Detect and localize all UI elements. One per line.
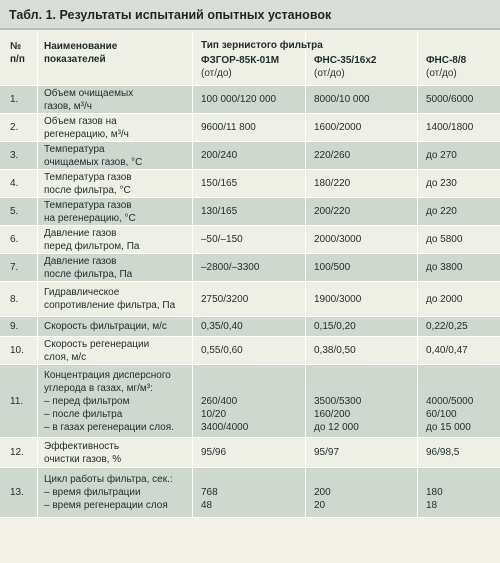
value-fzgor xyxy=(193,254,306,281)
value-fns-35 xyxy=(306,142,418,169)
value-fns-35-line: 180/220 xyxy=(314,178,351,189)
table-row xyxy=(0,337,500,365)
row-number: 7. xyxy=(0,254,38,281)
row-number: 9. xyxy=(0,317,38,336)
row-parameter-line: Давление газов xyxy=(44,227,117,239)
value-fzgor xyxy=(193,86,306,113)
header-col1-sub: (от/до) xyxy=(201,68,232,79)
row-parameter xyxy=(38,254,193,281)
value-fns-8-line: до 15 000 xyxy=(426,421,471,433)
table-row xyxy=(0,468,500,518)
value-fns-8-line: до 230 xyxy=(426,178,457,189)
value-fns-8 xyxy=(418,142,500,169)
value-fns-35-line: 100/500 xyxy=(314,262,351,273)
value-fns-8-line: до 270 xyxy=(426,150,457,161)
table-row xyxy=(0,282,500,317)
value-fns-35 xyxy=(306,198,418,225)
value-fns-8 xyxy=(418,438,500,467)
row-parameter-line: газов, м³/ч xyxy=(44,100,92,112)
value-fns-8 xyxy=(418,254,500,281)
value-fns-35-line: 0,15/0,20 xyxy=(314,321,356,332)
header-number-line1: № xyxy=(10,41,22,52)
row-parameter-line: регенерацию, м³/ч xyxy=(44,128,129,140)
row-parameter-line: сопротивление фильтра, Па xyxy=(44,300,176,311)
header-col1-name: ФЗГОР-85К-01М xyxy=(201,55,280,66)
table-title: Табл. 1. Результаты испытаний опытных установок xyxy=(0,0,500,30)
header-name xyxy=(38,32,193,85)
header-col2-name: ФНС-35/16х2 xyxy=(314,55,377,66)
row-parameter-line: Температура xyxy=(44,143,105,155)
value-fns-8 xyxy=(418,282,500,316)
value-fns-35-line: 200/220 xyxy=(314,206,351,217)
row-parameter xyxy=(38,317,193,336)
row-parameter-line: Объем газов на xyxy=(44,115,117,127)
value-fzgor-line: 48 xyxy=(201,500,213,511)
table-row xyxy=(0,170,500,198)
value-fzgor-line xyxy=(201,382,305,395)
header-col2-sub: (от/до) xyxy=(314,68,345,79)
value-fns-8 xyxy=(418,365,500,437)
value-fzgor xyxy=(193,142,306,169)
row-parameter-line: – время фильтрации xyxy=(44,487,141,498)
row-parameter-line: – время регенерации слоя xyxy=(44,500,168,511)
value-fns-35-line: до 12 000 xyxy=(314,421,359,433)
row-parameter-line: – после фильтра xyxy=(44,408,123,420)
value-fzgor xyxy=(193,317,306,336)
value-fns-35-line: 200 xyxy=(314,487,331,498)
row-number: 10. xyxy=(0,337,38,364)
header-name-line1: Наименование xyxy=(44,41,118,52)
row-parameter-line: Эффективность xyxy=(44,440,120,452)
row-parameter xyxy=(38,114,193,141)
value-fzgor-line: 0,55/0,60 xyxy=(201,345,243,356)
row-parameter-line: очистки газов, % xyxy=(44,453,122,465)
value-fzgor-line: 3400/4000 xyxy=(201,421,249,433)
row-parameter-line: – перед фильтром xyxy=(44,395,130,407)
header-name-line2: показателей xyxy=(44,54,106,65)
value-fns-35 xyxy=(306,468,418,517)
row-parameter-line: Скорость регенерации xyxy=(44,338,150,350)
value-fns-8 xyxy=(418,86,500,113)
value-fzgor-line: 200/240 xyxy=(201,150,238,161)
value-fns-35-line: 2000/3000 xyxy=(314,234,362,245)
header-col3 xyxy=(418,32,500,85)
value-fzgor xyxy=(193,438,306,467)
row-number: 4. xyxy=(0,170,38,197)
header-number xyxy=(0,32,38,85)
value-fns-8 xyxy=(418,337,500,364)
value-fns-8 xyxy=(418,468,500,517)
value-fns-8 xyxy=(418,226,500,253)
row-parameter xyxy=(38,438,193,467)
value-fns-8-line: 180 xyxy=(426,487,443,498)
value-fns-35 xyxy=(306,282,418,316)
row-parameter-line: Концентрация дисперсного xyxy=(44,369,171,381)
value-fns-35-line: 0,38/0,50 xyxy=(314,345,356,356)
value-fns-8-line: до 220 xyxy=(426,206,457,217)
value-fzgor-line: 95/96 xyxy=(201,447,227,458)
value-fzgor-line: –2800/–3300 xyxy=(201,262,260,273)
row-number: 3. xyxy=(0,142,38,169)
value-fzgor-line: 2750/3200 xyxy=(201,293,249,305)
row-parameter-line: слоя, м/с xyxy=(44,351,87,363)
value-fzgor-line xyxy=(201,369,305,382)
value-fzgor-line: 0,35/0,40 xyxy=(201,321,243,332)
table-body xyxy=(0,86,500,518)
row-parameter xyxy=(38,282,193,316)
row-number: 11. xyxy=(0,365,38,437)
value-fns-35 xyxy=(306,365,418,437)
value-fzgor-line: 768 xyxy=(201,487,218,498)
value-fzgor-line: 10/20 xyxy=(201,408,227,420)
value-fns-35-line: 220/260 xyxy=(314,150,351,161)
value-fns-35-line xyxy=(314,369,417,382)
header-col3-sub: (от/до) xyxy=(426,68,457,79)
row-parameter-line: углерода в газах, мг/м³: xyxy=(44,382,153,394)
value-fzgor xyxy=(193,365,306,437)
value-fns-8-line: 1400/1800 xyxy=(426,122,474,133)
value-fns-8-line xyxy=(426,369,500,382)
value-fns-35 xyxy=(306,254,418,281)
value-fns-8-line: 60/100 xyxy=(426,408,457,420)
value-fns-8 xyxy=(418,198,500,225)
row-parameter xyxy=(38,226,193,253)
table-row xyxy=(0,317,500,337)
row-number: 5. xyxy=(0,198,38,225)
value-fns-35-line: 1600/2000 xyxy=(314,122,362,133)
value-fzgor-line xyxy=(201,473,305,486)
row-parameter-line: Температура газов xyxy=(44,199,132,211)
table-row xyxy=(0,438,500,468)
value-fns-35 xyxy=(306,438,418,467)
row-number: 13. xyxy=(0,468,38,517)
value-fns-35-line: 1900/3000 xyxy=(314,293,362,305)
value-fns-35 xyxy=(306,226,418,253)
value-fzgor-line: 130/165 xyxy=(201,206,238,217)
table-row xyxy=(0,198,500,226)
value-fns-35 xyxy=(306,114,418,141)
row-parameter-line: Температура газов xyxy=(44,171,132,183)
value-fns-8-line xyxy=(426,382,500,395)
row-parameter xyxy=(38,365,193,437)
table-row xyxy=(0,226,500,254)
value-fns-8-line xyxy=(426,473,500,486)
value-fzgor xyxy=(193,337,306,364)
table-row xyxy=(0,142,500,170)
value-fns-35 xyxy=(306,170,418,197)
table-row xyxy=(0,114,500,142)
value-fns-35-line: 95/97 xyxy=(314,447,340,458)
value-fns-35-line xyxy=(314,473,417,486)
value-fns-8-line: 5000/6000 xyxy=(426,94,474,105)
row-number: 2. xyxy=(0,114,38,141)
row-parameter-line: Давление газов xyxy=(44,255,117,267)
value-fns-8 xyxy=(418,114,500,141)
value-fzgor xyxy=(193,114,306,141)
value-fns-35 xyxy=(306,86,418,113)
value-fns-35 xyxy=(306,317,418,336)
results-table xyxy=(0,32,500,518)
value-fzgor-line: 9600/11 800 xyxy=(201,122,256,133)
value-fzgor xyxy=(193,198,306,225)
value-fns-8-line: 0,40/0,47 xyxy=(426,345,468,356)
value-fzgor xyxy=(193,226,306,253)
table-row xyxy=(0,365,500,438)
row-number: 1. xyxy=(0,86,38,113)
value-fzgor xyxy=(193,282,306,316)
value-fns-8-line: 18 xyxy=(426,500,438,511)
value-fns-8 xyxy=(418,170,500,197)
value-fzgor-line: 100 000/120 000 xyxy=(201,94,277,105)
value-fns-35-line xyxy=(314,382,417,395)
header-filter-type: Тип зернистого фильтра xyxy=(201,40,323,51)
header-col3-name: ФНС-8/8 xyxy=(426,55,467,66)
value-fns-8-line: 96/98,5 xyxy=(426,447,460,458)
row-parameter-line: Гидравлическое xyxy=(44,287,120,298)
value-fns-8-line: до 2000 xyxy=(426,293,463,305)
row-parameter xyxy=(38,337,193,364)
row-parameter-line: на регенерацию, °С xyxy=(44,212,136,224)
value-fzgor-line: 260/400 xyxy=(201,395,238,407)
row-parameter-line: Объем очищаемых xyxy=(44,87,134,99)
value-fns-8-line: 0,22/0,25 xyxy=(426,321,468,332)
row-parameter-line: Цикл работы фильтра, сек.: xyxy=(44,474,173,485)
row-parameter-line: после фильтра, °С xyxy=(44,184,131,196)
row-parameter-line: Скорость фильтрации, м/с xyxy=(44,321,167,332)
value-fns-8 xyxy=(418,317,500,336)
value-fns-8-line: 4000/5000 xyxy=(426,395,474,407)
row-parameter-line: перед фильтром, Па xyxy=(44,240,140,252)
value-fns-35-line: 160/200 xyxy=(314,408,351,420)
row-number: 8. xyxy=(0,282,38,316)
table-row xyxy=(0,86,500,114)
value-fns-35-line: 20 xyxy=(314,500,326,511)
table-row xyxy=(0,254,500,282)
value-fns-35-line: 3500/5300 xyxy=(314,395,362,407)
row-number: 6. xyxy=(0,226,38,253)
row-parameter-line: после фильтра, Па xyxy=(44,268,133,280)
value-fzgor-line: 150/165 xyxy=(201,178,238,189)
value-fns-35 xyxy=(306,337,418,364)
value-fzgor-line: –50/–150 xyxy=(201,234,243,245)
row-parameter xyxy=(38,468,193,517)
value-fns-8-line: до 5800 xyxy=(426,234,463,245)
value-fns-8-line: до 3800 xyxy=(426,262,463,273)
row-parameter xyxy=(38,86,193,113)
row-parameter-line: очищаемых газов, °С xyxy=(44,156,143,168)
header-number-line2: п/п xyxy=(10,54,25,65)
row-parameter xyxy=(38,198,193,225)
row-number: 12. xyxy=(0,438,38,467)
value-fzgor xyxy=(193,468,306,517)
row-parameter xyxy=(38,170,193,197)
value-fzgor xyxy=(193,170,306,197)
value-fns-35-line: 8000/10 000 xyxy=(314,94,370,105)
row-parameter-line: – в газах регенерации слоя. xyxy=(44,421,174,433)
row-parameter xyxy=(38,142,193,169)
